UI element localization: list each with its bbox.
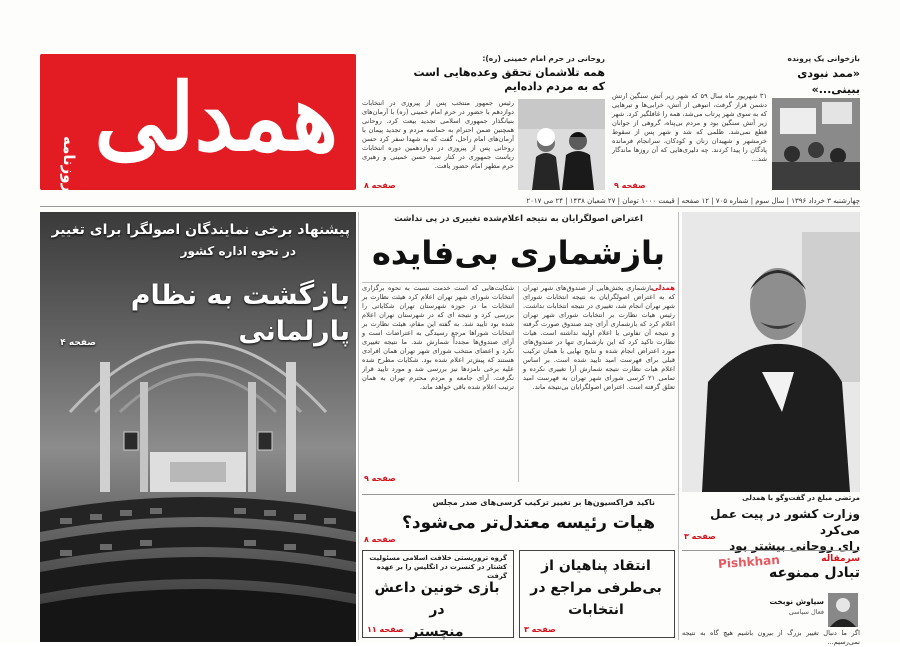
feature-headline-mid: در نحوه اداره کشور [180, 244, 296, 258]
editorial-body: اگر ما دنبال تغییر بزرگ از بیرون باشیم هیچ گاه به نتیجه نمی‌رسیم... [682, 629, 860, 646]
story-kicker: روحانی در حرم امام خمینی (ره): [482, 54, 605, 63]
logo-wordmark: همدلی [94, 62, 338, 172]
headline-line: منچستر [410, 624, 464, 640]
page-link[interactable]: صفحه ۳ [684, 532, 716, 541]
author-name: سیاوش نوبخت [769, 597, 824, 606]
page-link[interactable]: صفحه ۹ [364, 474, 396, 483]
story-body: رئیس جمهور منتخب پس از پیروزی در انتخابات دوازدهم با حضور در حرم امام خمینی (ره) با آرمان‌های بنیانگذار جمهوری اسلامی تجدید بیعت کرد. روحانی همچنین ضمن احترام به حماسه مردم و تجدید پیمان با آرمان‌های امام راحل، گفت که به شهدا سفر کرد حسن روحانی پس از پیروزی در دوازدهمین دوره انتخابات ریاست جمهوری در کنار سید حسن خمینی و رهبری حرم مطهر امام حضور یافت. [362, 99, 514, 170]
story-body: ۳۱ شهریور ماه سال ۵۹ که شهر زیر آتش سنگین ارتش دشمن قرار گرفت، انبوهی از آتش، خرابی‌ها و تیرهایی که به سوی شهر پرتاب می‌شد، همه را غافلگیر کرد. شهر زیر آتش سنگین بود و مردم بی‌پناه، گروهی از جوانان قطع نمی‌شد. ظلمی که شد و شهر پس از سقوط خرمشهر و شهیدان زنان و کودکان، سرانجام فرمانده پادگان را پیدا کردند. چه دلیری‌هایی که آن روزها ماندگار شد... [612, 92, 767, 163]
right-column-photo [682, 212, 860, 492]
headline-line: همه تلاشمان تحقق وعده‌هایی است [413, 66, 605, 79]
column-rule [358, 212, 359, 640]
story-photo [518, 99, 605, 190]
author-avatar [828, 593, 858, 627]
headline-line: «ممد نبودی [797, 67, 860, 80]
left-feature[interactable] [40, 212, 356, 642]
feature-headline-main: بازگشت به نظام پارلمانی [130, 280, 350, 347]
story-headline: بازشماری بی‌فایده [371, 234, 666, 272]
column-rule [518, 286, 519, 482]
logo-subtitle: روزنامه [60, 136, 78, 193]
headline-line: انتخابات [568, 602, 624, 618]
column-rule [678, 212, 679, 640]
bottom-left-box[interactable] [362, 550, 514, 638]
story-kicker: مرتضی مبلغ در گفت‌وگو با همدلی [742, 494, 860, 502]
box-kicker: گروه تروریستی خلافت اسلامی مسئولیت کشتار در کنسرت در انگلیس را بر عهده گرفت [369, 554, 507, 580]
headline-line: ببینی...» [811, 83, 860, 96]
story-headline: هیات رئیسه معتدل‌تر می‌شود؟ [402, 513, 655, 533]
story-photo [772, 98, 860, 190]
headline-line: که به مردم داده‌ایم [504, 80, 605, 93]
story-body-left: شکایت‌هایی که است خدمت نسبت به نحوه برگزاری انتخابات شورای شهر تهران اعلام کرد هیئت نظارت بر انتخابات ما در حوزه شهرستان تهران شکایاتی را بررسی کرد و نتیجه ای که در شهرستان تهران اعلام شده بود تایید شد. به گفته این مقام، هیئت نظارت بر انتخابات شوراها مرجع رسیدگی به اعتراضات است و آرای صندوق‌ها مجدداً شمارش شد. ما نتیجه تغییری نکرد و اعضای منتخب شورای شهر تهران همان افرادی هستند که پیش‌تر اعلام شده بود. شکایات مطرح شده علیه برخی نامزدها نیز بررسی شد و مورد تایید قرار نگرفت. آرای جامعه و مردم محترم تهران به همان ترتیب اعلام شده باقی خواهد ماند. [362, 284, 514, 391]
editorial-headline: تبادل ممنوعه [768, 565, 860, 581]
dateline: چهارشنبه ۳ خرداد ۱۳۹۶ | سال سوم | شماره ۷۰۵ | ۱۲ صفحه | قیمت ۱۰۰۰ تومان | ۲۷ شعبان ۱۴۳۸ | ۲۴ می ۲۰۱۷ [40, 195, 860, 207]
photo-protest-crowd [772, 98, 860, 190]
story-body-right: بازشماری بخش‌هایی از صندوق‌های شهر تهران که به اعتراض اصولگرایان به نتیجه انتخابات شورای شهر تهران انجام شد، تغییری در نتیجه انتخابات نداشت. رئیس هیات نظارت بر انتخابات شورای شهر تهران اعلام کرد که بازشماری آرای چند صندوق صورت گرفته و نتیجه آن تفاوتی با اعلام اولیه نداشته است. هیات نظارت تاکید کرد که این بازشماری تنها در صندوق‌های مورد اعتراض انجام شده و نتایج نهایی با همان ترکیب قبلی برای فهرست امید تایید شده است. بر اساس اعلام هیات نظارت نتیجه شمارش آرا تغییری نکرده و تمامی ۲۱ کرسی شورای شهر تهران به فهرست امید تعلق گرفته است. اعتراض اصولگرایان بی‌نتیجه ماند. [523, 284, 676, 391]
masthead-logo[interactable] [40, 54, 356, 193]
top-middle-story[interactable] [362, 54, 605, 190]
portrait-photo [682, 212, 860, 492]
headline-line: بازی خونین داعش در [374, 580, 500, 618]
headline-line: انتقاد پناهیان از [541, 558, 651, 574]
story-headline [682, 506, 860, 554]
page-link[interactable]: صفحه ۱۱ [367, 625, 404, 634]
right-column-story[interactable] [682, 494, 860, 553]
story-headline [797, 66, 860, 98]
headline-line: بی‌طرفی مراجع در [530, 580, 662, 596]
page-link[interactable]: صفحه ۹ [614, 181, 646, 190]
page-link[interactable]: صفحه ۸ [364, 181, 396, 190]
parliament-photo [40, 212, 356, 642]
story-kicker: ناکید فراکسیون‌ها بر تغییر ترکیب کرسی‌های صدر مجلس [432, 498, 655, 507]
story-headline [362, 66, 605, 94]
top-right-story[interactable] [612, 54, 860, 190]
story-kicker: اعتراض اصولگرایان به نتیجه اعلام‌شده تغییری در پی نداشت [394, 214, 643, 224]
author-byline: همدلی [651, 284, 675, 292]
editorial-tag: سرمقاله [821, 554, 860, 564]
box-headline [526, 555, 666, 621]
page-link[interactable]: صفحه ۴ [60, 338, 96, 348]
center-main-story[interactable] [362, 212, 675, 488]
center-secondary-story[interactable] [362, 494, 675, 546]
page-link[interactable]: صفحه ۸ [364, 535, 396, 544]
story-kicker: بازخوانی یک پرونده [787, 54, 860, 63]
watermark-logo: Pishkhan [717, 552, 781, 572]
photo-rouhani-khomeini [518, 99, 605, 190]
bottom-right-box[interactable] [519, 550, 675, 638]
headline-line: وزارت کشور در پیت عمل می‌کرد [710, 507, 860, 537]
avatar-icon [828, 593, 858, 627]
author-role: فعال سیاسی [788, 608, 824, 616]
divider [362, 282, 675, 283]
headline-line: رای روحانی بیشتر بود [729, 539, 860, 553]
feature-headline-top: پیشنهاد برخی نمایندگان اصولگرا برای تغییر [51, 222, 350, 238]
page-link[interactable]: صفحه ۳ [524, 625, 556, 634]
